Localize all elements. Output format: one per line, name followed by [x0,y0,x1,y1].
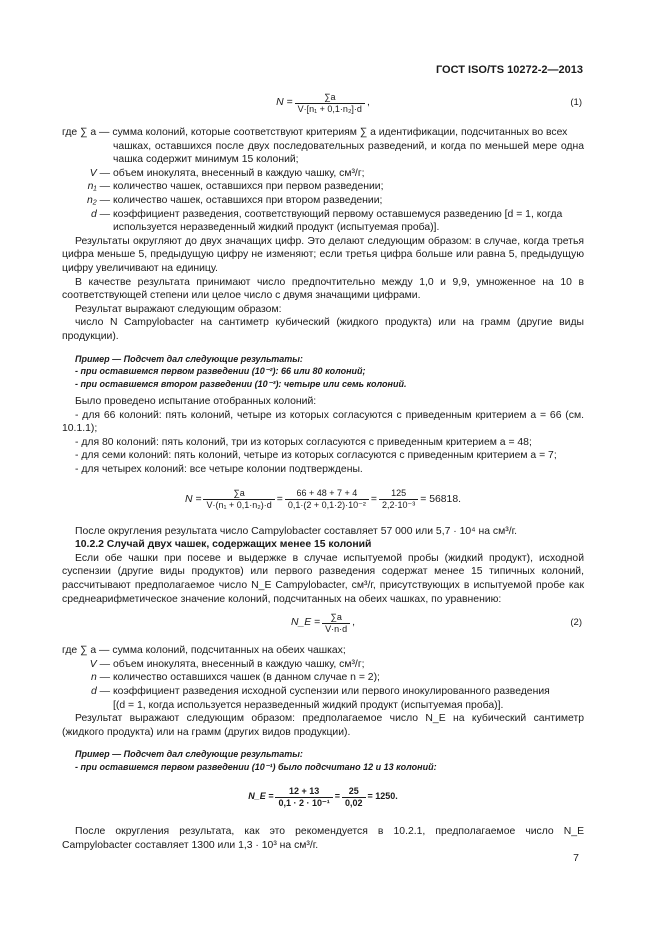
eq3-f1-denominator: 0,1 · 2 · 10⁻¹ [275,797,332,809]
def2-v-key: V — [89,658,110,670]
definitions-1 [62,126,584,235]
paragraph-result: В качестве результата принимают число предпочтительно между 1,0 и 9,9, умноженное на 10 в соответствующей степени или целое число с двумя значащими цифрами. [62,276,584,302]
page-content [62,88,584,852]
def2-v-text: объем инокулята, внесенный в каждую чашку, см³/г; [113,658,365,670]
definitions-2 [62,644,584,712]
calc-f3-numerator: 125 [391,488,407,499]
def-d-text: коэффициент разведения, соответствующий первому оставшемуся разведению [d = 1, когда [113,208,563,220]
calc-fraction-2 [285,488,369,511]
def2-d [62,685,584,699]
eq3-f2-denominator: 0,02 [342,797,366,809]
calc-equals-1: = [276,493,283,505]
example2-line1: - при оставшемся первом разведении (10⁻¹) было подсчитано 12 и 13 колоний: [75,761,437,772]
calc-f2-denominator: 0,1·(2 + 0,1·2)·10⁻² [285,499,369,511]
test-item-4: - для четырех колоний: все четыре колонии подтверждены. [75,463,363,475]
after-round-1: После округления результата число Campylobacter составляет 57 000 или 5,7 · 10⁴ на см³/г. [75,525,518,537]
def2-a-text: сумма колоний, подсчитанных на обеих чашках; [112,645,346,657]
equation-calc [62,481,584,519]
def-d-key: d — [90,208,110,220]
def2-d-key: d — [90,685,110,697]
paragraph-express: Результат выражают следующим образом: [75,303,282,315]
def-v-text: объем инокулята, внесенный в каждую чашку, см³/г; [113,167,365,179]
equation-2 [62,606,584,640]
eq3-result: = 1250. [367,791,398,802]
def2-d-text: коэффициент разведения исходной суспензии или первого инокулированного разведения [113,685,550,697]
calc-fraction-3 [379,488,418,511]
def-d [62,208,584,222]
def-n1-text: количество чашек, оставшихся при первом разведении; [113,181,384,193]
eq1-numerator: ∑a [324,91,336,102]
def-n1-key: n₁ — [87,181,110,193]
def2-n [62,671,584,685]
def-v [62,167,584,181]
paragraph-number: число N Campylobacter на сантиметр кубический (жидкого продукта) или на грамм (другие виды продукции). [62,317,584,342]
example1-line1: - при оставшемся первом разведении (10⁻²): 66 или 80 колоний; [75,366,366,376]
def-v-key: V — [89,167,110,179]
eq3-f2-numerator: 25 [348,785,359,796]
def-a [62,126,584,140]
eq3-lhs: N_E = [248,791,274,802]
def-a-continuation: чашках, оставшихся после двух последовательных разведений, и когда по меньшей мере одна чашка содержит минимум 15 колоний; [113,140,584,166]
calc-result: = 56818. [420,493,461,505]
page-number: 7 [573,852,579,864]
example-2 [62,748,584,773]
def2-d-continuation: [(d = 1, когда используется неразведенный жидкий продукт (испытуемая проба)]. [113,699,504,711]
def2-a [62,644,584,658]
eq3-f1-numerator: 12 + 13 [288,785,320,796]
def-a-text: сумма колоний, которые соответствуют критериям ∑ a идентификации, подсчитанных во всех [112,127,568,138]
paragraph-express-2: Результат выражают следующим образом: предполагаемое число N_E на кубический сантиметр (жидкого продукта) или на грамм (других видов продукции). [62,713,584,738]
section-heading: 10.2.2 Случай двух чашек, содержащих менее 15 колоний [75,539,372,551]
eq2-label: (2) [570,617,582,629]
def-n2 [62,194,584,208]
calc-lhs: N = [184,493,202,505]
paragraph-rounding: Результаты округляют до двух значащих цифр. Это делают следующим образом: в случае, когда третья цифра меньше 5, предыдущую цифру не изменяют; если третья цифра больше или равна 5, предыдущую цифру увеличивают на единицу. [62,235,584,274]
test-item-3: - для семи колоний: пять колоний, четыре из которых согласуются с приведенным критерием a = 7; [75,450,557,462]
after-round-2: После округления результата, как это рекомендуется в 10.2.1, предполагаемое число N_E Campylobacter составляет 1300 или 1,3 · 10³ на см³/г. [62,826,584,851]
eq3-equals: = [334,791,340,802]
calc-equals-2: = [370,493,377,505]
def-d-continuation: используется неразведенный жидкий продукт (испытуемая проба)]. [113,222,440,234]
example1-line2: - при оставшемся втором разведении (10⁻³): четыре или семь колоний. [75,378,407,389]
equation-3 [62,777,584,817]
document-header: ГОСТ ISO/TS 10272-2—2013 [435,64,583,76]
eq2-tail: , [352,617,356,629]
eq2-denominator: V·n·d [322,623,350,635]
eq2-lhs: N_E = [290,617,321,629]
def-n1 [62,180,584,194]
def-n2-key: n₂ — [86,194,110,206]
example1-title: Пример — Подсчет дал следующие результаты: [75,353,303,364]
def2-v [62,658,584,672]
eq1-tail: , [366,97,370,109]
eq1-lhs: N = [276,97,293,109]
def-n2-text: количество чашек, оставшихся при втором разведении; [113,194,383,206]
calc-f3-denominator: 2,2·10⁻³ [379,499,418,511]
def2-n-text: количество оставшихся чашек (в данном случае n = 2); [113,672,380,684]
eq2-numerator: ∑a [330,611,342,622]
eq1-denominator: V·[n₁ + 0,1·n₂]·d [295,103,365,115]
def2-a-key: где ∑ a — [62,645,110,657]
section-paragraph: Если обе чашки при посеве и выдержке в случае испытуемой пробы (жидкий продукт), исходной суспензии (другие виды продуктов) или первого разведения содержат менее 15 типичных колоний, рассчитывают предполагаемое число N_E Campylobacter, см³/г, присутствующих в испытуемой пробе как среднеарифметическое значение колоний, подсчитанных на обеих чашках, по уравнению: [62,552,584,605]
calc-f1-numerator: ∑a [233,488,245,499]
def2-n-key: n — [90,672,110,684]
eq3-fraction-1 [275,786,332,809]
test-item-2: - для 80 колоний: пять колоний, три из которых согласуются с приведенным критерием a = 48; [75,436,532,448]
calc-fraction-1 [203,488,274,511]
eq3-fraction-2 [342,786,366,809]
def-a-key: где ∑ a — [62,127,110,138]
calc-f2-numerator: 66 + 48 + 7 + 4 [296,488,358,499]
eq2-fraction [322,612,350,635]
test-intro: Было проведено испытание отобранных колоний: [75,396,317,407]
calc-f1-denominator: V·(n₁ + 0,1·n₂)·d [203,499,274,511]
eq1-label: (1) [570,97,582,109]
eq1-fraction [295,92,365,115]
test-item-1: - для 66 колоний: пять колоний, четыре из которых согласуются с приведенным критерием a = 66 (см. 10.1.1); [62,409,584,435]
equation-1 [62,88,584,118]
example-1 [62,353,584,391]
example2-title: Пример — Подсчет дал следующие результаты: [75,749,303,760]
